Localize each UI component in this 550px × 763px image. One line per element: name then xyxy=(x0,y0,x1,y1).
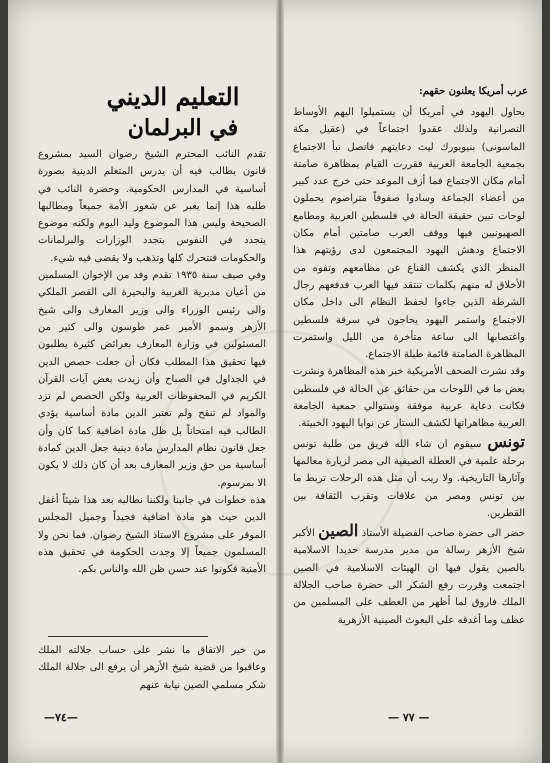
article-subtitle: في البرلمان xyxy=(127,115,239,141)
right-column-text xyxy=(293,104,525,629)
left-bottom-note xyxy=(38,642,266,694)
article-title: التعليم الديني xyxy=(106,82,240,111)
paragraph: يحاول اليهود في أمريكا أن يستميلوا اليهم الأوساط النصرانية ولذلك عقدوا اجتماعاً في (عقيل مكة الماسونى) بنيويورك ليث دعايتهم فاتصل نبأ الاجتماع بجمعية الجامعة العربية فقررت القيام بمظاهرة صامتة أمام مكان الاجتماع فما أزف الموعد حتى خرج عدد كبير من أعضاء الجماعة وسادوا صفوفاً متراصوم يحملون لوحات تبين حقيقة الحالة في فلسطين العربية ومطامع الصهيونيين فيها ووقف العرب صامتين أمام مكان الاجتماع ودهش اليهود المجتمعون لدى رؤيتهم هذا المنظر الذي يكشف القناع عن مطامعهم وتفوه من الأخلاق له منهم بكلمات تنتقد فيها العرب فدفعهم رجال الشرطة الذين جاءوا لحفظ النظام الى داخل مكان الاجتماع واستمر اليهود يحاجون في سرقة فلسطين واغتصابها الى ساعة متأخرة من الليل واستمرت المظاهرة الصامتة قائمة طيلة الاجتماع. xyxy=(293,107,525,361)
scanned-magazine-spread xyxy=(8,0,542,763)
section-divider xyxy=(48,636,208,637)
page-number-right: — ٧٧ — xyxy=(388,711,430,724)
paragraph: من خير الاتفاق ما نشر على حساب جلالته الملك وعاقبوا من قضية شيخ الأزهر أن يرفع الى جلالة الملك شكر مسلمي الصين نيابة عنهم xyxy=(38,645,266,691)
paragraph: هذه خطوات في جانبنا ولكننا نطالبه بعد هذا شيئاً أغفل الدين حيث هو مادة اضافية فجيداً وجميل المجلس الموقر على مشروع الاستاذ الشيخ رضوان. فما نحن ولا المسلمون جميعاً إلا وجدت الحكومة في تحقيق هذه الأمنية فكونوا عند حسن ظن الله والناس بكم. xyxy=(38,494,266,576)
paragraph-china xyxy=(293,522,525,629)
china-text: الأكبر شيخ الأزهر رسالة من مدير مدرسة حديدا الاسلامية بالصين يقول فيها ان الهيئات الاسلامية في الصين اجتمعت وقررت رفع الشكر الى حضرة صاحب الجلالة الملك فاروق لما أظهر من العطف على المسلمين من عطف وما أغدقه على البعوث الصينية الأزهرية xyxy=(293,528,525,626)
tunis-text: سيقوم ان شاء الله فريق من طلبة تونس برحلة علمية في العطلة الصيفية الى مصر لزيارة معالمها وآثارها التاريخية. ولا ريب أن مثل هذه الرحلات تربط ما بين تونس ومصر من علاقات وتقرب الثقافة بين القطرين. xyxy=(293,438,525,519)
paragraph: تقدم النائب المحترم الشيخ رضوان السيد بمشروع قانون يطالب فيه أن يدرس المتعلم الدينية بصورة أساسية في المدارس الحكومية. وحضرة النائب في طلبه هذا إنما يعبر عن شعور الأمة جميعاً ومطالبها الصحيحة وليس هذا الموضوع وليد اليوم ولكنه موضوع يتجدد في النفوس بتجدد الوزارات والبرلمانات والحكومات فتتحرك كلها وتذهب ولا يقضى فيه شيء. xyxy=(38,149,266,264)
left-column-text xyxy=(38,146,266,578)
paragraph: وفي صيف سنة ١٩٣٥ تقدم وفد من الإخوان المسلمين من أعيان مديرية الغربية والبحيرة الى القصر الملكي والى رئيس الوزراء والى وزير المعارف والى شيخ الأزهر وسمو الأمير عمر طوسون والى كثير من المسئولين في وزارة المعارف بعرائض كثيرة يطلبون فيها تحقيق هذا المطلب فكان أن جعلت حصص الدين في الجداول في الصباح وأن زيدت بعض آيات القرآن الكريم في المحفوظات العربية ولكن الحصص لم تزد والمواد لم تنقح ولم تعتبر الدين مادة أساسية يؤدي الطالب فيه امتحاناً بل ظل مادة اضافية كما كان وأن جعل قانون نظام المدارس مادة دينية جعل الدين كمادة أساسية من حق وزير المعارف بعد أن كان ذلك لا يكون الا بمرسوم. xyxy=(38,270,267,489)
running-head: عرب أمريكا يعلنون حقهم: xyxy=(419,86,528,97)
paragraph-tunis xyxy=(293,433,525,522)
page-number-left: —٧٤— xyxy=(44,711,78,724)
china-heading: الصين xyxy=(318,521,359,541)
china-intro: حضر الى حضرة صاحب الفضيلة الأستاذ xyxy=(361,528,525,540)
tunis-heading: تونس xyxy=(487,431,525,451)
paragraph: وقد نشرت الصحف الأمريكية خبر هذه المظاهرة ونشرت بعض ما في اللوحات من حقائق عن الحالة في فلسطين فكانت دعاية عربية موفقة وستوالي جمعية الجامعة العربية مظاهراتها لكشف الستار عن نوايا اليهود الخبيثة. xyxy=(293,366,525,430)
